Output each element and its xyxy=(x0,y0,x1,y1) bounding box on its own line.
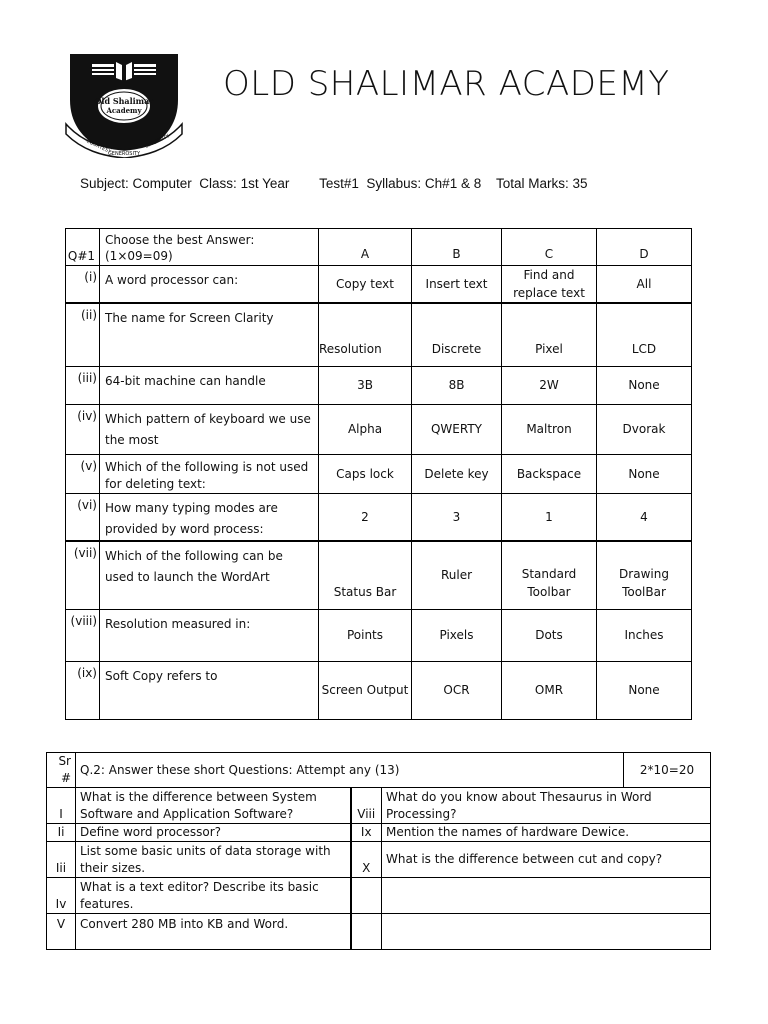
roman-number: V xyxy=(47,914,76,950)
short-row xyxy=(47,788,711,824)
question-number: (vii) xyxy=(66,541,100,609)
option-d: 4 xyxy=(597,493,692,541)
instruction-line-2: (1×09=09) xyxy=(105,249,173,263)
option-a: Resolution xyxy=(319,303,412,366)
logo-text-1: Old Shalimar xyxy=(94,96,154,106)
short-question: List some basic units of data storage with their sizes. xyxy=(76,842,351,878)
mcq-row xyxy=(66,541,692,609)
option-b: Discrete xyxy=(412,303,502,366)
option-b: 8B xyxy=(412,366,502,404)
short-title: Q.2: Answer these short Questions: Attempt any (13) xyxy=(76,753,624,788)
roman-number: Ii xyxy=(47,824,76,842)
school-logo xyxy=(62,50,186,158)
question-text: Which pattern of keyboard we use the most xyxy=(100,404,319,454)
logo-banner-right: SINCERITY xyxy=(144,133,171,150)
roman-number xyxy=(351,914,382,950)
mcq-row xyxy=(66,609,692,661)
short-header-row xyxy=(47,753,711,788)
roman-number: Viii xyxy=(351,788,382,824)
q-label: Q#1 xyxy=(66,229,100,266)
short-row xyxy=(47,878,711,914)
option-b: Insert text xyxy=(412,266,502,304)
mcq-table xyxy=(65,228,692,720)
roman-number xyxy=(351,878,382,914)
option-a: Alpha xyxy=(319,404,412,454)
option-b: Delete key xyxy=(412,454,502,493)
option-c: Backspace xyxy=(502,454,597,493)
mcq-row xyxy=(66,493,692,541)
logo-banner-left: COURTESY xyxy=(85,138,112,156)
question-number: (iv) xyxy=(66,404,100,454)
option-c: 2W xyxy=(502,366,597,404)
roman-number: X xyxy=(351,842,382,878)
short-question: What is the difference between System Software and Application Software? xyxy=(76,788,351,824)
option-b: QWERTY xyxy=(412,404,502,454)
subject-line: Subject: Computer Class: 1st Year Test#1 Syllabus: Ch#1 & 8 Total Marks: 35 xyxy=(80,176,588,191)
option-c: Pixel xyxy=(502,303,597,366)
roman-number: I xyxy=(47,788,76,824)
option-b: Ruler xyxy=(412,541,502,609)
short-marks: 2*10=20 xyxy=(624,753,711,788)
question-number: (v) xyxy=(66,454,100,493)
roman-number: Iv xyxy=(47,878,76,914)
option-b: OCR xyxy=(412,661,502,719)
question-number: (ii) xyxy=(66,303,100,366)
mcq-row xyxy=(66,266,692,304)
question-number: (iii) xyxy=(66,366,100,404)
logo-text-2: Academy xyxy=(106,106,142,115)
short-question xyxy=(382,878,711,914)
option-c: Find and replace text xyxy=(502,266,597,304)
short-question: Define word processor? xyxy=(76,824,351,842)
short-questions-table xyxy=(46,752,711,950)
short-row xyxy=(47,842,711,878)
roman-number: Iii xyxy=(47,842,76,878)
question-text: Which of the following can be used to launch the WordArt xyxy=(100,541,319,609)
question-number: (ix) xyxy=(66,661,100,719)
option-c: Dots xyxy=(502,609,597,661)
option-a: 2 xyxy=(319,493,412,541)
mcq-row xyxy=(66,404,692,454)
mcq-header-row xyxy=(66,229,692,266)
short-question: What is the difference between cut and copy? xyxy=(382,842,711,878)
question-number: (vi) xyxy=(66,493,100,541)
short-question: Mention the names of hardware Dewice. xyxy=(382,824,711,842)
short-row xyxy=(47,914,711,950)
option-d: None xyxy=(597,661,692,719)
option-d: All xyxy=(597,266,692,304)
option-d: LCD xyxy=(597,303,692,366)
option-a: Caps lock xyxy=(319,454,412,493)
option-a: 3B xyxy=(319,366,412,404)
option-c: OMR xyxy=(502,661,597,719)
option-a: Points xyxy=(319,609,412,661)
instruction-line-1: Choose the best Answer: xyxy=(105,233,255,247)
question-text: How many typing modes are provided by word process: xyxy=(100,493,319,541)
option-c: 1 xyxy=(502,493,597,541)
option-header-d: D xyxy=(597,229,692,266)
question-text: Which of the following is not used for deleting text: xyxy=(100,454,319,493)
question-text: 64-bit machine can handle xyxy=(100,366,319,404)
mcq-row xyxy=(66,661,692,719)
option-a: Screen Output xyxy=(319,661,412,719)
option-header-b: B xyxy=(412,229,502,266)
mcq-row xyxy=(66,303,692,366)
option-d: None xyxy=(597,366,692,404)
mcq-row xyxy=(66,454,692,493)
option-a: Copy text xyxy=(319,266,412,304)
option-d: Inches xyxy=(597,609,692,661)
question-text: The name for Screen Clarity xyxy=(100,303,319,366)
question-text: Soft Copy refers to xyxy=(100,661,319,719)
mcq-row xyxy=(66,366,692,404)
question-number: (viii) xyxy=(66,609,100,661)
short-question: What is a text editor? Describe its basic features. xyxy=(76,878,351,914)
option-d: None xyxy=(597,454,692,493)
option-c: Maltron xyxy=(502,404,597,454)
question-text: A word processor can: xyxy=(100,266,319,304)
sr-label: Sr # xyxy=(47,753,76,788)
option-d: Dvorak xyxy=(597,404,692,454)
mcq-instruction xyxy=(100,229,319,266)
logo-banner-mid: GENEROSITY xyxy=(107,151,141,157)
option-header-a: A xyxy=(319,229,412,266)
short-question: Convert 280 MB into KB and Word. xyxy=(76,914,351,950)
option-a: Status Bar xyxy=(319,541,412,609)
question-text: Resolution measured in: xyxy=(100,609,319,661)
option-b: 3 xyxy=(412,493,502,541)
option-b: Pixels xyxy=(412,609,502,661)
option-d: Drawing ToolBar xyxy=(597,541,692,609)
short-question: What do you know about Thesaurus in Word Processing? xyxy=(382,788,711,824)
question-number: (i) xyxy=(66,266,100,304)
short-row xyxy=(47,824,711,842)
option-header-c: C xyxy=(502,229,597,266)
roman-number: Ix xyxy=(351,824,382,842)
school-name: OLD SHALIMAR ACADEMY xyxy=(223,64,670,104)
option-c: Standard Toolbar xyxy=(502,541,597,609)
short-question xyxy=(382,914,711,950)
